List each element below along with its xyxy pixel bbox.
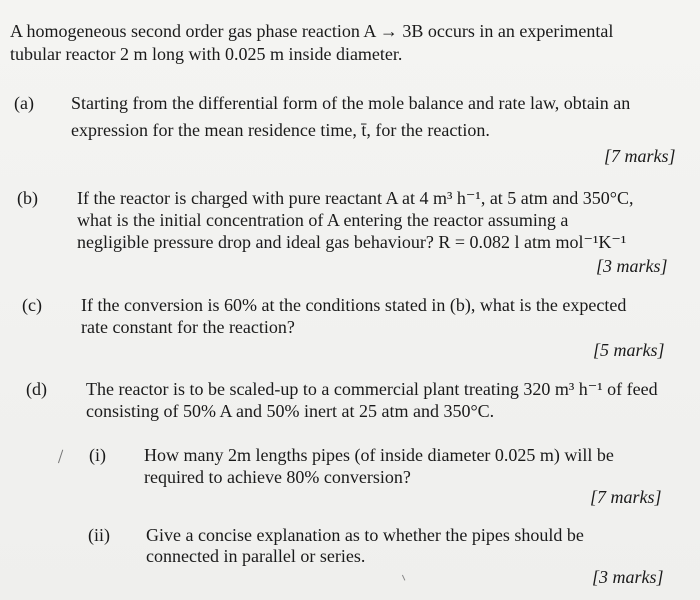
question-d-label: (d) xyxy=(26,379,47,399)
subquestion-ii-line-2: connected in parallel or series. xyxy=(146,546,366,566)
subquestion-ii-marks: [3 marks] xyxy=(592,567,664,587)
question-c-line-2: rate constant for the reaction? xyxy=(81,317,295,337)
question-d-line-2: consisting of 50% A and 50% inert at 25 atm and 350°C. xyxy=(86,401,495,421)
question-b-marks: [3 marks] xyxy=(596,256,668,276)
subquestion-i-line-2: required to achieve 80% conversion? xyxy=(144,467,411,487)
pen-tick-mark xyxy=(58,450,67,465)
intro-line-1: A homogeneous second order gas phase reaction A → 3B occurs in an experimental xyxy=(10,21,614,41)
subquestion-i-label: (i) xyxy=(89,445,106,465)
question-d-line-1: The reactor is to be scaled-up to a commercial plant treating 320 m³ h⁻¹ of feed xyxy=(86,379,658,399)
subquestion-ii-label: (ii) xyxy=(88,525,110,545)
question-b-line-3: negligible pressure drop and ideal gas behaviour? R = 0.082 l atm mol⁻¹K⁻¹ xyxy=(77,232,627,252)
question-b-line-2: what is the initial concentration of A entering the reactor assuming a xyxy=(77,210,569,230)
question-a-label: (a) xyxy=(14,93,34,113)
intro-line-2: tubular reactor 2 m long with 0.025 m inside diameter. xyxy=(10,44,403,64)
stray-pen-mark xyxy=(402,573,408,580)
question-c-marks: [5 marks] xyxy=(593,340,665,360)
question-c-label: (c) xyxy=(22,295,42,315)
question-b-label: (b) xyxy=(17,188,38,208)
subquestion-ii-line-1: Give a concise explanation as to whether the pipes should be xyxy=(146,525,584,545)
question-b-line-1: If the reactor is charged with pure reactant A at 4 m³ h⁻¹, at 5 atm and 350°C, xyxy=(77,188,634,208)
question-a-line-2: expression for the mean residence time, t̄, for the reaction. xyxy=(71,120,490,140)
subquestion-i-marks: [7 marks] xyxy=(590,487,662,507)
question-c-line-1: If the conversion is 60% at the conditions stated in (b), what is the expected xyxy=(81,295,627,315)
subquestion-i-line-1: How many 2m lengths pipes (of inside diameter 0.025 m) will be xyxy=(144,445,614,465)
question-a-marks: [7 marks] xyxy=(604,146,676,166)
question-a-line-1: Starting from the differential form of the mole balance and rate law, obtain an xyxy=(71,93,631,113)
